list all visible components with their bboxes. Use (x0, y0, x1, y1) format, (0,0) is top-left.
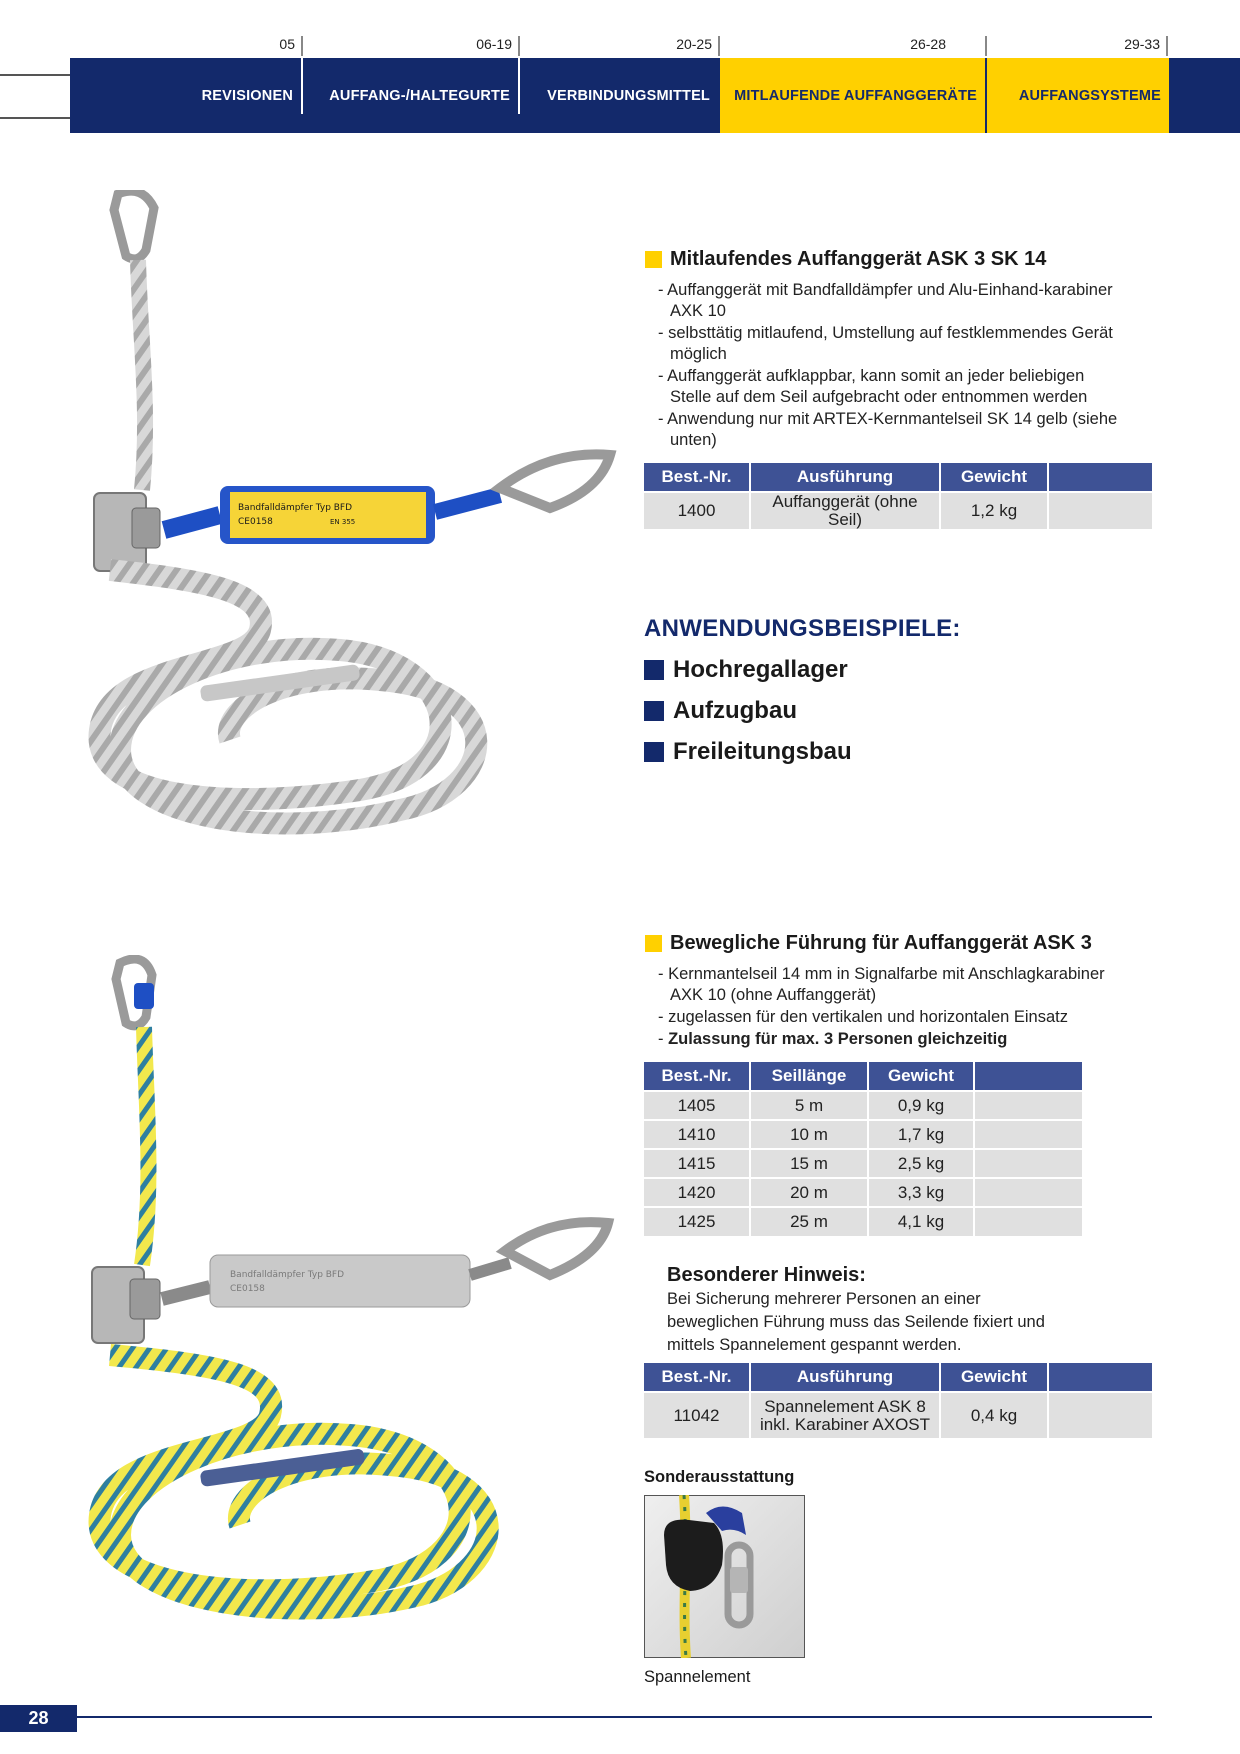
product2-bullet: - zugelassen für den vertikalen und horizontalen Einsatz (658, 1008, 1068, 1026)
table-cell: 11042 (644, 1392, 750, 1438)
table-cell (974, 1207, 1082, 1236)
heading-marker (645, 251, 662, 268)
footer-line (77, 1716, 1152, 1718)
product1-title: Mitlaufendes Auffanggerät ASK 3 SK 14 (670, 248, 1047, 270)
table-cell: 4,1 kg (868, 1207, 974, 1236)
table-header: Ausführung (750, 1363, 940, 1392)
table-cell: 1405 (644, 1091, 750, 1120)
product2-bullet: - Kernmantelseil 14 mm in Signalfarbe mit Anschlagkarabiner AXK 10 (ohne Auffanggerät) (658, 965, 1105, 1004)
table-cell (974, 1149, 1082, 1178)
table-row (644, 1207, 1082, 1236)
special-heading: Sonderausstattung (644, 1468, 795, 1486)
product1-bullet: - Auffanggerät mit Bandfalldämpfer und Alu-Einhand-karabiner AXK 10 (658, 281, 1113, 320)
nav-tick (1166, 36, 1168, 56)
table-cell: 15 m (750, 1149, 868, 1178)
example-item (644, 656, 848, 684)
table-cell: 5 m (750, 1091, 868, 1120)
example-marker (644, 742, 664, 762)
table-cell: Auffanggerät (ohne Seil) (750, 492, 940, 529)
example-label: Aufzugbau (673, 697, 797, 724)
table-cell (974, 1178, 1082, 1207)
table-header: Gewicht (868, 1062, 974, 1091)
svg-text:EN 355: EN 355 (330, 518, 356, 526)
svg-text:CE0158: CE0158 (230, 1284, 265, 1294)
product1-bullet: - Anwendung nur mit ARTEX-Kernmantelseil SK 14 gelb (siehe unten) (658, 410, 1118, 449)
heading-marker (645, 935, 662, 952)
example-label: Freileitungsbau (673, 738, 852, 765)
example-item (644, 738, 852, 766)
nav-left-line-top (0, 74, 70, 76)
table-row (644, 1392, 1152, 1438)
product1-bullet: - Auffanggerät aufklappbar, kann somit an jeder beliebigen Stelle auf dem Seil aufgebracht oder entnommen werden (658, 367, 1088, 406)
table-cell: 20 m (750, 1178, 868, 1207)
table-header: Best.-Nr. (644, 1062, 750, 1091)
nav-page-range-auffanggeraete: 26-28 (910, 36, 946, 52)
bullet-bold-text: Zulassung für max. 3 Personen gleichzeitig (668, 1030, 1008, 1048)
svg-text:Bandfalldämpfer Typ BFD: Bandfalldämpfer Typ BFD (238, 503, 353, 513)
table-cell: 1425 (644, 1207, 750, 1236)
table-row (644, 1120, 1082, 1149)
table-cell: 10 m (750, 1120, 868, 1149)
nav-page-range-gurte: 06-19 (476, 36, 512, 52)
accessory-table (644, 1363, 1152, 1438)
note-heading: Besonderer Hinweis: (667, 1264, 866, 1286)
nav-tick (301, 36, 303, 56)
spannelement-photo (644, 1495, 805, 1658)
svg-text:Bandfalldämpfer Typ BFD: Bandfalldämpfer Typ BFD (230, 1270, 345, 1280)
table-header (1048, 463, 1152, 492)
special-caption: Spannelement (644, 1668, 751, 1686)
nav-tick (718, 36, 720, 56)
product2-bullets (658, 964, 1128, 1051)
table-cell: 1415 (644, 1149, 750, 1178)
product-image-bewegliche-fuehrung (80, 955, 620, 1645)
table-header: Ausführung (750, 463, 940, 492)
table-header-row (644, 1062, 1082, 1091)
table-header (1048, 1363, 1152, 1392)
table-cell: 1420 (644, 1178, 750, 1207)
svg-text:CE0158: CE0158 (238, 517, 273, 527)
nav-item-gurte[interactable]: AUFFANG-/HALTEGURTE (329, 87, 510, 104)
product1-bullets (658, 280, 1128, 452)
table-cell: 1,2 kg (940, 492, 1048, 529)
table-header: Best.-Nr. (644, 463, 750, 492)
nav-page-range-auffangsysteme: 29-33 (1124, 36, 1160, 52)
product1-bullet: - selbsttätig mitlaufend, Umstellung auf festklemmendes Gerät möglich (658, 324, 1113, 363)
table-row (644, 1091, 1082, 1120)
page-number: 28 (0, 1705, 77, 1732)
nav-tick (518, 36, 520, 56)
table-cell: 1,7 kg (868, 1120, 974, 1149)
table-header: Best.-Nr. (644, 1363, 750, 1392)
nav-left-line-bottom (0, 117, 70, 119)
example-label: Hochregallager (673, 656, 848, 683)
table-cell: 3,3 kg (868, 1178, 974, 1207)
table-cell: Spannelement ASK 8 inkl. Karabiner AXOST (750, 1392, 940, 1438)
table-header-row (644, 1363, 1152, 1392)
table-header: Seillänge (750, 1062, 868, 1091)
note-text: Bei Sicherung mehrerer Personen an einer beweglichen Führung muss das Seilende fixiert und mittels Spannelement gespannt werden. (667, 1290, 1045, 1354)
nav-item-revisionen[interactable]: REVISIONEN (201, 87, 293, 104)
table-header (974, 1062, 1082, 1091)
example-item (644, 697, 797, 725)
table-cell (974, 1120, 1082, 1149)
product-image-ask3-sk14 (80, 190, 620, 870)
table-cell: 0,9 kg (868, 1091, 974, 1120)
nav-tick (985, 36, 987, 56)
example-marker (644, 660, 664, 680)
table-header-row (644, 463, 1152, 492)
example-marker (644, 701, 664, 721)
table-cell (974, 1091, 1082, 1120)
table-cell: 1410 (644, 1120, 750, 1149)
table-cell (1048, 492, 1152, 529)
nav-page-range-revisionen: 05 (279, 36, 295, 52)
table-header: Gewicht (940, 1363, 1048, 1392)
table-cell: 0,4 kg (940, 1392, 1048, 1438)
product2-table (644, 1062, 1082, 1236)
product1-table (644, 463, 1152, 529)
table-row (644, 1178, 1082, 1207)
table-row (644, 1149, 1082, 1178)
examples-title: ANWENDUNGSBEISPIELE: (644, 615, 961, 642)
nav-item-auffangsysteme[interactable]: AUFFANGSYSTEME (987, 58, 1169, 133)
table-cell (1048, 1392, 1152, 1438)
nav-page-range-verbindungsmittel: 20-25 (676, 36, 712, 52)
product2-title: Bewegliche Führung für Auffanggerät ASK 3 (670, 932, 1092, 954)
bullet-dash: - (658, 1030, 669, 1048)
table-cell: 25 m (750, 1207, 868, 1236)
table-cell: 2,5 kg (868, 1149, 974, 1178)
nav-item-verbindungsmittel[interactable]: VERBINDUNGSMITTEL (547, 87, 710, 104)
table-header: Gewicht (940, 463, 1048, 492)
table-cell: 1400 (644, 492, 750, 529)
product2-bullet-bold (658, 1029, 1128, 1050)
nav-item-mitlaufende-auffanggeraete[interactable]: MITLAUFENDE AUFFANGGERÄTE (720, 58, 985, 133)
table-row (644, 492, 1152, 529)
